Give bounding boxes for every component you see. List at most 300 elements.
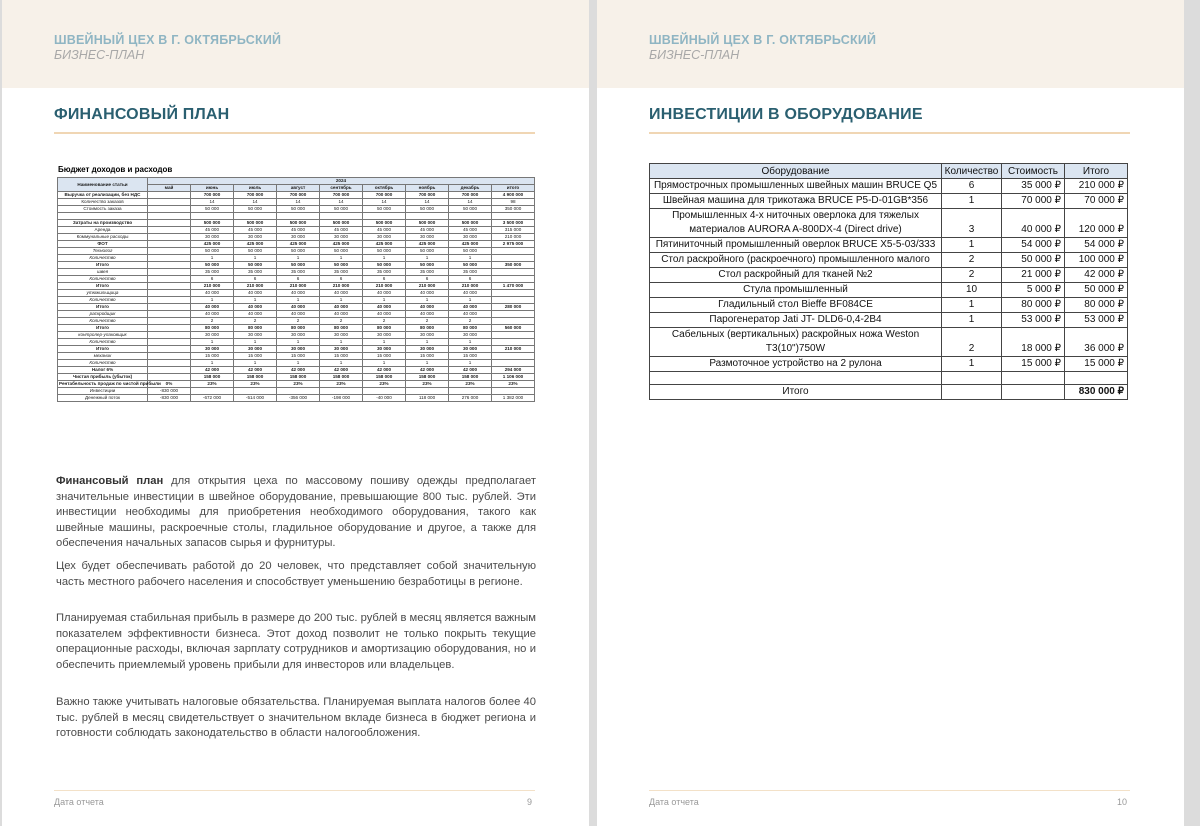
budget-cell: 15 000 — [191, 353, 234, 360]
equipment-price: 80 000 ₽ — [1002, 298, 1065, 313]
budget-cell — [148, 283, 191, 290]
budget-row-label: Выручка от реализации, без НДС — [58, 192, 148, 199]
budget-row — [58, 262, 535, 269]
budget-cell: 80 000 — [191, 325, 234, 332]
equipment-spacer-row — [650, 372, 1128, 385]
budget-cell — [492, 318, 535, 325]
budget-cell: 50 000 — [320, 262, 363, 269]
budget-cell: 500 000 — [320, 220, 363, 227]
budget-cell — [148, 269, 191, 276]
budget-cell: 1 — [449, 360, 492, 367]
budget-cell: 14 — [363, 199, 406, 206]
budget-cell: 80 000 — [363, 325, 406, 332]
equipment-total: 70 000 ₽ — [1065, 194, 1128, 209]
budget-cell — [148, 304, 191, 311]
budget-cell: 158 000 — [234, 374, 277, 381]
equipment-name: Пятиниточный промышленный оверлок BRUCE X5-5-03/333 — [650, 238, 942, 253]
budget-row — [58, 241, 535, 248]
budget-cell: 276 000 — [449, 395, 492, 402]
equipment-name: Размоточное устройство на 2 рулона — [650, 357, 942, 372]
budget-cell: 30 000 — [449, 332, 492, 339]
budget-row-label: Аренда — [58, 227, 148, 234]
equipment-table — [649, 163, 1128, 400]
column-header-equipment: Оборудование — [650, 164, 942, 179]
equipment-quantity: 1 — [942, 298, 1002, 313]
budget-cell — [191, 388, 234, 395]
budget-row — [58, 283, 535, 290]
budget-cell: 210 000 — [191, 283, 234, 290]
budget-cell: 23% — [191, 381, 234, 388]
budget-header-row — [58, 178, 535, 185]
budget-cell — [492, 332, 535, 339]
budget-cell: 700 000 — [449, 192, 492, 199]
empty-cell — [942, 385, 1002, 400]
budget-row — [58, 227, 535, 234]
budget-cell: 210 000 — [320, 283, 363, 290]
budget-cell: 2 975 000 — [492, 241, 535, 248]
budget-row-label: Итого — [58, 283, 148, 290]
budget-row-label: Итого — [58, 262, 148, 269]
budget-cell: 40 000 — [277, 290, 320, 297]
budget-cell: 158 000 — [363, 374, 406, 381]
budget-cell — [148, 367, 191, 374]
budget-cell: 210 000 — [277, 283, 320, 290]
header-title: ШВЕЙНЫЙ ЦЕХ В Г. ОКТЯБРЬСКИЙ — [54, 33, 282, 47]
equipment-price: 35 000 ₽ — [1002, 179, 1065, 194]
budget-cell: 14 — [406, 199, 449, 206]
budget-cell — [492, 269, 535, 276]
budget-month-header: июль — [234, 185, 277, 192]
budget-cell: 1 — [277, 360, 320, 367]
equipment-name: Прямострочных промышленных швейных машин BRUCE Q5 — [650, 179, 942, 194]
budget-cell: 158 000 — [406, 374, 449, 381]
equipment-row — [650, 238, 1128, 253]
budget-cell: 15 000 — [277, 353, 320, 360]
equipment-row — [650, 283, 1128, 298]
budget-cell: 30 000 — [277, 346, 320, 353]
budget-cell: 1 — [191, 339, 234, 346]
budget-cell: 30 000 — [320, 332, 363, 339]
budget-cell: 6 — [449, 276, 492, 283]
budget-row — [58, 325, 535, 332]
budget-cell — [148, 339, 191, 346]
budget-cell: 42 000 — [234, 367, 277, 374]
budget-cell: 1 — [449, 339, 492, 346]
budget-cell: 210 000 — [492, 234, 535, 241]
empty-cell — [1002, 385, 1065, 400]
budget-cell — [363, 388, 406, 395]
budget-cell: 45 000 — [234, 227, 277, 234]
budget-cell: 45 000 — [406, 227, 449, 234]
budget-cell: 700 000 — [363, 192, 406, 199]
budget-row-label: Технолог — [58, 248, 148, 255]
equipment-row — [650, 298, 1128, 313]
equipment-price: 53 000 ₽ — [1002, 313, 1065, 328]
budget-row — [58, 199, 535, 206]
budget-cell: 15 000 — [234, 353, 277, 360]
equipment-name: Сабельных (вертикальных) раскройных ножа Weston T3(10")750W — [650, 328, 942, 357]
equipment-total: 53 000 ₽ — [1065, 313, 1128, 328]
budget-cell — [148, 234, 191, 241]
budget-month-header: август — [277, 185, 320, 192]
equipment-name: Швейная машина для трикотажа BRUCE P5-D-01GB*356 — [650, 194, 942, 209]
budget-cell: 2 — [449, 318, 492, 325]
budget-cell — [148, 297, 191, 304]
budget-cell: 42 000 — [449, 367, 492, 374]
budget-cell: 210 000 — [449, 283, 492, 290]
budget-row-label: Стоимость заказа — [58, 206, 148, 213]
budget-cell: 50 000 — [449, 206, 492, 213]
footer-divider — [54, 790, 535, 791]
budget-row — [58, 360, 535, 367]
budget-cell — [492, 290, 535, 297]
budget-cell: 14 — [449, 199, 492, 206]
equipment-quantity: 1 — [942, 313, 1002, 328]
budget-cell: 15 000 — [320, 353, 363, 360]
budget-cell — [363, 213, 406, 220]
equipment-quantity: 1 — [942, 194, 1002, 209]
budget-cell: 50 000 — [363, 262, 406, 269]
budget-title: Бюджет доходов и расходов — [58, 165, 173, 174]
budget-cell: 30 000 — [320, 346, 363, 353]
budget-cell: 45 000 — [320, 227, 363, 234]
equipment-row — [650, 253, 1128, 268]
budget-row — [58, 297, 535, 304]
budget-month-header: октябрь — [363, 185, 406, 192]
total-value: 830 000 ₽ — [1065, 385, 1128, 400]
budget-cell: 700 000 — [320, 192, 363, 199]
budget-cell: 210 000 — [363, 283, 406, 290]
budget-cell: 40 000 — [363, 311, 406, 318]
budget-cell: 40 000 — [191, 290, 234, 297]
budget-cell: 35 000 — [406, 269, 449, 276]
equipment-price: 50 000 ₽ — [1002, 253, 1065, 268]
budget-cell — [492, 255, 535, 262]
budget-cell: 30 000 — [191, 234, 234, 241]
budget-row-label: ФОТ — [58, 241, 148, 248]
paragraph-profit: Планируемая стабильная прибыль в размере до 200 тыс. рублей в месяц является важным показателем эффективности бизнеса. Этот доход позволит не только покрыть текущие операционные расходы, включая зарплату сотрудников и амортизацию оборудования, но и обеспечить приемлемый уровень прибыли для инвесторов или владельцев. — [56, 612, 536, 671]
budget-cell: 35 000 — [234, 269, 277, 276]
budget-row — [58, 381, 535, 388]
budget-row-label: Рентабельность продаж по чистой прибыли — [59, 381, 161, 386]
budget-cell: 1 — [363, 255, 406, 262]
paragraph-lead: Финансовый план — [56, 475, 164, 487]
budget-cell — [148, 213, 191, 220]
paragraph-taxes: Важно также учитывать налоговые обязательства. Планируемая выплата налогов более 40 тыс. рублей в месяц свидетельствует о значительном вкладе бизнеса в бюджет региона и готовности соблюдать законодательство в области налогообложения. — [56, 696, 536, 740]
budget-cell: 1 — [234, 255, 277, 262]
budget-row-label: контролер-упаковщик — [58, 332, 148, 339]
equipment-name: Стол раскройного (раскроечного) промышленного малого — [650, 253, 942, 268]
budget-row-label: Количество — [58, 318, 148, 325]
budget-cell — [148, 332, 191, 339]
budget-cell: 40 000 — [234, 311, 277, 318]
equipment-row — [650, 194, 1128, 209]
budget-cell — [449, 213, 492, 220]
budget-cell: 1 — [277, 255, 320, 262]
equipment-price: 40 000 ₽ — [1002, 209, 1065, 238]
budget-cell: 30 000 — [363, 332, 406, 339]
budget-row-label: Количество заказов — [58, 199, 148, 206]
equipment-quantity: 1 — [942, 357, 1002, 372]
budget-cell: 30 000 — [363, 234, 406, 241]
budget-cell: 425 000 — [363, 241, 406, 248]
budget-cell: 158 000 — [320, 374, 363, 381]
budget-row-label: Итого — [58, 325, 148, 332]
equipment-total: 36 000 ₽ — [1065, 328, 1128, 357]
budget-cell: 80 000 — [406, 325, 449, 332]
header-title: ШВЕЙНЫЙ ЦЕХ В Г. ОКТЯБРЬСКИЙ — [649, 33, 877, 47]
budget-row — [58, 311, 535, 318]
budget-month-header: июнь — [191, 185, 234, 192]
page-heading: ФИНАНСОВЫЙ ПЛАН — [54, 106, 230, 123]
budget-cell — [492, 311, 535, 318]
budget-row — [58, 332, 535, 339]
budget-cell: 35 000 — [191, 269, 234, 276]
budget-cell — [148, 199, 191, 206]
budget-cell — [148, 227, 191, 234]
budget-row — [58, 395, 535, 402]
budget-cell — [148, 311, 191, 318]
budget-table — [57, 177, 535, 402]
budget-cell: 35 000 — [449, 269, 492, 276]
budget-cell: 30 000 — [406, 346, 449, 353]
budget-cell: 42 000 — [320, 367, 363, 374]
column-header-total: Итого — [1065, 164, 1128, 179]
equipment-row — [650, 328, 1128, 357]
budget-cell: 1 — [406, 255, 449, 262]
footer-label: Дата отчета — [54, 797, 104, 807]
budget-cell — [277, 213, 320, 220]
budget-cell: -830 000 — [148, 388, 191, 395]
budget-cell: -356 000 — [277, 395, 320, 402]
budget-cell — [148, 192, 191, 199]
budget-cell: 35 000 — [277, 269, 320, 276]
empty-cell — [1002, 372, 1065, 385]
budget-row-label: Количество — [58, 255, 148, 262]
budget-cell: 30 000 — [406, 332, 449, 339]
budget-cell: 1 106 000 — [492, 374, 535, 381]
budget-cell: 40 000 — [320, 311, 363, 318]
budget-cell — [492, 353, 535, 360]
budget-cell: 2 — [277, 318, 320, 325]
budget-cell: 1 — [363, 297, 406, 304]
budget-cell: 700 000 — [277, 192, 320, 199]
paragraph-financial-plan — [56, 474, 536, 552]
budget-cell: 50 000 — [277, 262, 320, 269]
budget-cell: 500 000 — [234, 220, 277, 227]
budget-cell — [148, 241, 191, 248]
budget-cell: 40 000 — [234, 304, 277, 311]
budget-row — [58, 213, 535, 220]
budget-cell — [148, 290, 191, 297]
equipment-row — [650, 313, 1128, 328]
budget-cell: 40 000 — [191, 304, 234, 311]
budget-row-label: Количество — [58, 276, 148, 283]
budget-row — [58, 269, 535, 276]
budget-cell: 158 000 — [449, 374, 492, 381]
budget-cell — [406, 388, 449, 395]
budget-cell: 350 000 — [492, 262, 535, 269]
budget-cell: 23% — [234, 381, 277, 388]
budget-cell: -830 000 — [148, 395, 191, 402]
budget-cell: 50 000 — [406, 262, 449, 269]
equipment-name: Промышленных 4-х ниточных оверлока для тяжелых материалов AURORA A-800DX-4 (Direct drive) — [650, 209, 942, 238]
budget-cell: 1 — [363, 339, 406, 346]
page-heading: ИНВЕСТИЦИИ В ОБОРУДОВАНИЕ — [649, 106, 923, 123]
page-financial-plan — [2, 0, 589, 826]
budget-cell: 210 000 — [234, 283, 277, 290]
budget-cell: 158 000 — [191, 374, 234, 381]
equipment-price: 5 000 ₽ — [1002, 283, 1065, 298]
budget-row — [58, 388, 535, 395]
budget-cell: 80 000 — [320, 325, 363, 332]
budget-cell: 1 — [406, 297, 449, 304]
budget-cell — [492, 339, 535, 346]
budget-row — [58, 255, 535, 262]
budget-cell — [148, 353, 191, 360]
budget-cell: 1 — [406, 339, 449, 346]
budget-cell: 500 000 — [191, 220, 234, 227]
budget-cell: 80 000 — [449, 325, 492, 332]
budget-cell — [492, 213, 535, 220]
budget-cell: 50 000 — [363, 206, 406, 213]
budget-row-label: Количество — [58, 360, 148, 367]
budget-cell: 14 — [277, 199, 320, 206]
budget-cell: 50 000 — [320, 248, 363, 255]
budget-cell: 425 000 — [191, 241, 234, 248]
budget-cell: 30 000 — [234, 346, 277, 353]
budget-cell: 1 — [191, 255, 234, 262]
equipment-name: Стол раскройный для тканей №2 — [650, 268, 942, 283]
budget-cell: 1 — [320, 297, 363, 304]
budget-cell: 42 000 — [406, 367, 449, 374]
budget-cell: 45 000 — [277, 227, 320, 234]
budget-row — [58, 206, 535, 213]
equipment-quantity: 3 — [942, 209, 1002, 238]
equipment-quantity: 10 — [942, 283, 1002, 298]
budget-cell: 40 000 — [406, 290, 449, 297]
budget-row-label: Итого — [58, 304, 148, 311]
budget-cell: 1 — [449, 297, 492, 304]
budget-row — [58, 339, 535, 346]
budget-cell: 15 000 — [363, 353, 406, 360]
equipment-quantity: 6 — [942, 179, 1002, 194]
budget-cell: 50 000 — [320, 206, 363, 213]
budget-cell: 500 000 — [363, 220, 406, 227]
budget-cell: -198 000 — [320, 395, 363, 402]
budget-cell — [148, 248, 191, 255]
budget-cell: 30 000 — [449, 234, 492, 241]
budget-cell: 280 000 — [492, 304, 535, 311]
budget-cell: 40 000 — [277, 311, 320, 318]
budget-row-label: Чистая прибыль (убыток) — [58, 374, 148, 381]
equipment-row — [650, 357, 1128, 372]
budget-cell: 23% — [320, 381, 363, 388]
budget-row-label: Налог 6% — [58, 367, 148, 374]
budget-cell — [234, 213, 277, 220]
budget-cell: 1 — [191, 297, 234, 304]
budget-cell: 14 — [320, 199, 363, 206]
budget-cell — [148, 276, 191, 283]
budget-cell: 30 000 — [234, 332, 277, 339]
paragraph-employment: Цех будет обеспечивать работой до 20 человек, что представляет собой значительную часть местного рабочего населения и способствует уменьшению безработицы в регионе. — [56, 560, 536, 588]
budget-cell: 425 000 — [406, 241, 449, 248]
budget-cell: 1 — [277, 339, 320, 346]
budget-cell: 500 000 — [277, 220, 320, 227]
budget-cell: 4 900 000 — [492, 192, 535, 199]
budget-cell: 50 000 — [277, 248, 320, 255]
budget-cell — [191, 213, 234, 220]
budget-cell: 500 000 — [449, 220, 492, 227]
budget-cell — [320, 388, 363, 395]
equipment-quantity: 2 — [942, 268, 1002, 283]
budget-cell: 2 — [234, 318, 277, 325]
budget-cell — [492, 297, 535, 304]
heading-divider — [54, 132, 535, 134]
budget-cell: 50 000 — [449, 262, 492, 269]
budget-month-header: сентябрь — [320, 185, 363, 192]
budget-cell: 40 000 — [191, 311, 234, 318]
equipment-total: 42 000 ₽ — [1065, 268, 1128, 283]
budget-cell: 315 000 — [492, 227, 535, 234]
heading-divider — [649, 132, 1130, 134]
budget-cell: 0% — [148, 381, 191, 388]
budget-cell — [406, 213, 449, 220]
budget-cell: 40 000 — [449, 311, 492, 318]
budget-cell: 425 000 — [320, 241, 363, 248]
budget-cell: 50 000 — [363, 248, 406, 255]
budget-row — [58, 353, 535, 360]
budget-row-label: утюжильщица — [58, 290, 148, 297]
budget-row — [58, 192, 535, 199]
budget-cell — [234, 388, 277, 395]
page-number: 10 — [1116, 797, 1127, 807]
budget-cell: 50 000 — [406, 206, 449, 213]
budget-cell: 14 — [234, 199, 277, 206]
equipment-total: 120 000 ₽ — [1065, 209, 1128, 238]
budget-row — [58, 276, 535, 283]
budget-cell: 15 000 — [449, 353, 492, 360]
equipment-quantity: 1 — [942, 238, 1002, 253]
equipment-row — [650, 268, 1128, 283]
budget-cell: 1 — [320, 360, 363, 367]
budget-cell: 30 000 — [191, 346, 234, 353]
budget-cell: 23% — [492, 381, 535, 388]
budget-cell: 500 000 — [406, 220, 449, 227]
column-header-price: Стоимость — [1002, 164, 1065, 179]
budget-cell: 50 000 — [277, 206, 320, 213]
budget-cell — [148, 360, 191, 367]
budget-cell: -514 000 — [234, 395, 277, 402]
equipment-total: 80 000 ₽ — [1065, 298, 1128, 313]
equipment-total: 210 000 ₽ — [1065, 179, 1128, 194]
budget-cell: 6 — [406, 276, 449, 283]
equipment-total: 54 000 ₽ — [1065, 238, 1128, 253]
budget-cell: 2 — [363, 318, 406, 325]
budget-cell: 700 000 — [406, 192, 449, 199]
budget-cell: 700 000 — [234, 192, 277, 199]
budget-cell — [320, 213, 363, 220]
equipment-name: Стула промышленный — [650, 283, 942, 298]
budget-cell: 98 — [492, 199, 535, 206]
budget-row-label: Инвестиции — [58, 388, 148, 395]
budget-cell: 1 — [449, 255, 492, 262]
budget-row — [58, 248, 535, 255]
budget-cell: 40 000 — [234, 290, 277, 297]
budget-row-label — [58, 213, 148, 220]
budget-cell — [148, 325, 191, 332]
budget-cell: 40 000 — [363, 290, 406, 297]
